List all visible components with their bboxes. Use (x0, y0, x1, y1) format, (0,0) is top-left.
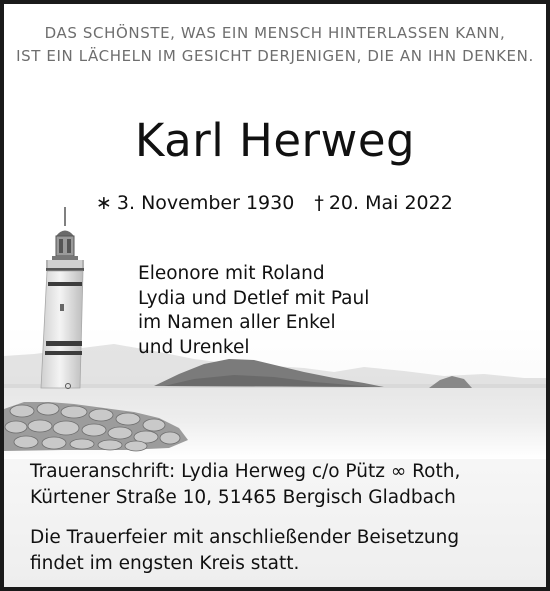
address-line-1: Traueranschrift: Lydia Herweg c/o Pütz ∞ Roth, (30, 461, 461, 482)
mourner-line: Eleonore mit Roland (138, 263, 325, 284)
quote-line-2: IST EIN LÄCHELN IM GESICHT DERJENIGEN, DIE AN IHN DENKEN. (16, 47, 534, 65)
mourner-line: im Namen aller Enkel (138, 312, 336, 333)
death-cross-icon: † (314, 192, 324, 214)
life-dates (96, 192, 453, 214)
address-line-2: Kürtener Straße 10, 51465 Bergisch Gladbach (30, 487, 456, 508)
ceremony-line-1: Die Trauerfeier mit anschließender Beisetzung (30, 527, 460, 548)
birth-date: 3. November 1930 (116, 192, 295, 214)
birth-star-icon: ∗ (96, 192, 112, 214)
ceremony-line-2: findet im engsten Kreis statt. (30, 553, 300, 574)
deceased-name: Karl Herweg (134, 114, 416, 167)
quote-line-1: DAS SCHÖNSTE, WAS EIN MENSCH HINTERLASSEN KANN, (44, 24, 506, 42)
mourner-line: und Urenkel (138, 336, 250, 358)
mourning-address (30, 459, 460, 511)
mourner-line: Lydia und Detlef mit Paul (138, 287, 370, 309)
death-date: 20. Mai 2022 (328, 192, 453, 214)
mourners-list (138, 262, 369, 360)
ceremony-notice (30, 525, 459, 577)
